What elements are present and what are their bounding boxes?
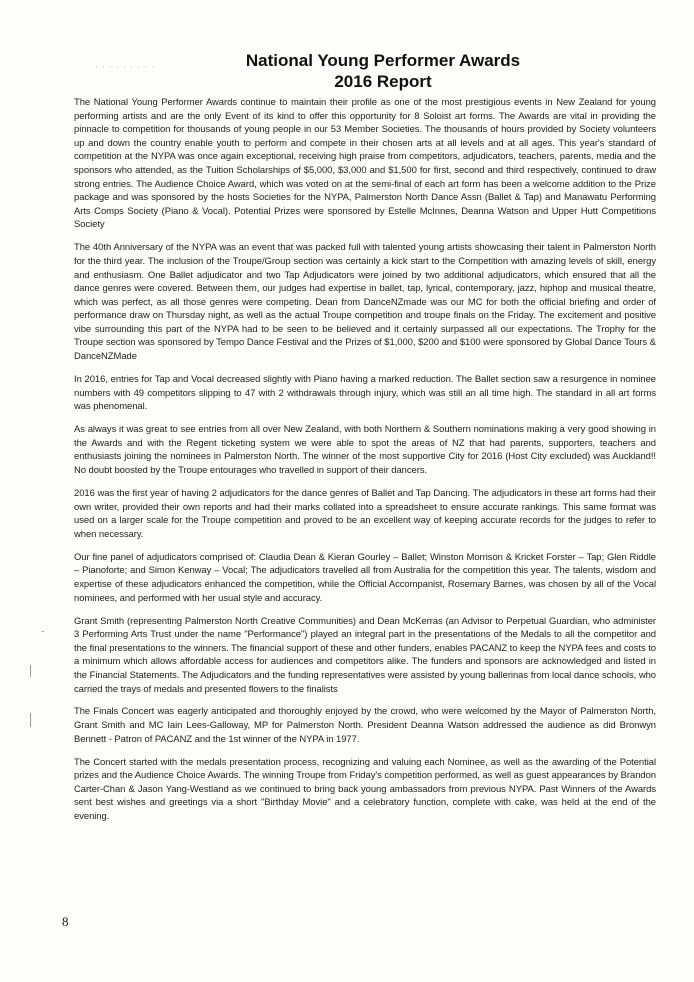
- paragraph-introduction: The National Young Performer Awards continue to maintain their profile as one of the most prestigious events in New Zealand for young performing artists and are the only Event of its kind to offer this opportunity for 8 Soloist art forms. The Awards are vital in providing the pinnacle to competition for thousands of young people in our 53 Member Societies. The thousands of hours provided by Society volunteers up and down the country enable youth to perform and compete in their chosen arts at all levels and at all ages. This year's standard of competition at the NYPA was once again exceptional, receiving high praise from competitors, adjudicators, teachers, parents, media and the sponsors who attended, as the Tuition Scholarships of $5,000, $3,000 and $1,500 for first, second and third respectively, continued to draw strong entries. The Audience Choice Award, which was voted on at the semi-final of each art form has been a welcome addition to the Prize package and was sponsored by the hosts Societies for the NYPA, Palmerston North Dance Assn (Ballet & Tap) and Manawatu Performing Arts Comps Society (Piano & Vocal). Potential Prizes were sponsored by Estelle McInnes, Deanna Watson and Upper Hutt Competitions Society: [74, 97, 656, 231]
- report-body: [74, 96, 656, 833]
- scan-margin-mark: [42, 631, 44, 632]
- report-subtitle: 2016 Report: [334, 72, 432, 91]
- paragraph-entries-by-region: As always it was great to see entries from all over New Zealand, with both Northern & Southern nominations making a very good showing in the Awards and with the Regent ticketing system we were able to spot the areas of NZ that had parents, supporters, teachers and enthusiasts joining the nominees in Palmerston North. The winner of the most supportive City for 2016 (Host City excluded) was Auckland!! No doubt boosted by the Troupe entourages who travelled in support of their dancers.: [74, 424, 656, 477]
- paragraph-entries: In 2016, entries for Tap and Vocal decreased slightly with Piano having a marked reduction. The Ballet section saw a resurgence in nominee numbers with 49 competitors slipping to 47 with 2 withdrawals through injury, which was still an all time high. The standard in all art forms was phenomenal.: [74, 374, 656, 413]
- scan-margin-mark: [30, 713, 31, 727]
- report-header: [0, 50, 694, 92]
- paragraph-funders: Grant Smith (representing Palmerston North Creative Communities) and Dean McKerras (an Advisor to Perpetual Guardian, who administer 3 Performing Arts Trust under the name "Performance") played an integral part in the presentations of the Medals to all the competitor and the final presentations to the winners. The financial support of these and other funders, enables PACANZ to keep the NYPA fees and costs to a minimum which allows affordable access for audiences and competitors alike. The funders and sponsors are acknowledged and listed in the Financial Statements. The Adjudicators and the funding representatives were assisted by young ballerinas from local dance schools, who carried the trays of medals and presented flowers to the finalists: [74, 615, 656, 695]
- paragraph-finals-concert: The Finals Concert was eagerly anticipated and thoroughly enjoyed by the crowd, who were welcomed by the Mayor of Palmerston North, Grant Smith and MC Iain Lees-Galloway, MP for Palmerston North. President Deanna Watson addressed the audience as did Bronwyn Bennett - Patron of PACANZ and the 1st winner of the NYPA in 1977.: [74, 706, 656, 745]
- page-number: 8: [62, 914, 69, 929]
- report-title: National Young Performer Awards: [245, 51, 521, 70]
- paragraph-adjudicator-panel: Our fine panel of adjudicators comprised of: Claudia Dean & Kieran Gourley – Ballet; Winston Morrison & Kricket Forster – Tap; Glen Riddle – Pianoforte; and Simon Kenway – Vocal; The adjudicators travelled all from Australia for the competition this year. The talents, wisdom and expertise of these adjudicators enhanced the competition, while the Official Accompanist, Rosemary Barnes, was chosen by all of the Vocal nominees, and performed with her usual style and accuracy.: [74, 551, 656, 604]
- paragraph-concert-program: The Concert started with the medals presentation process, recognizing and valuing each Nominee, as well as the awarding of the Potential prizes and the Audience Choice Awards. The winning Troupe from Friday's competition performed, as well as guest appearances by Brandon Carter-Chan & Jason Yang-Westland as we continued to bring back young ambassadors from previous NYPA. Past Winners of the Awards sent best wishes and greetings via a short "Birthday Movie" and a celebratory function, complete with cake, was held at the end of the evening.: [74, 756, 656, 823]
- scan-margin-mark: [30, 665, 31, 677]
- paragraph-40th-anniversary: The 40th Anniversary of the NYPA was an event that was packed full with talented young artists showcasing their talent in Palmerston North for the third year. The inclusion of the Troupe/Group section was certainly a kick start to the Competition with amazing levels of skill, energy and enthusiasm. One Ballet adjudicator and two Tap Adjudicators were joined by two additional adjudicators, which ensured that all the dance genres were covered. Between them, our judges had expertise in ballet, tap, lyrical, contemporary, jazz, hiphop and musical theatre, which was perfect, as all those genres were competing. Dean from DanceNZmade was our MC for both the official briefing and order of performance draw on Thursday night, as well as the actual Troupe competition and troupe finals on the Friday. The excitement and positive vibe surrounding this part of the NYPA had to be seen to be believed and it certainly surpassed all our expectations. The Trophy for the Troupe section was sponsored by Tempo Dance Festival and the Prizes of $1,000, $200 and $100 were sponsored by Global Dance Tours & DanceNZMade: [74, 242, 656, 363]
- paragraph-two-adjudicators: 2016 was the first year of having 2 adjudicators for the dance genres of Ballet and Tap Dancing. The adjudicators in these art forms had their own writer, provided their own reports and had their marks collated into a spreadsheet to ensure accurate rankings. This same format was used on a larger scale for the Troupe competition and proved to be an excellent way of keeping accurate records for the judges to refer to when necessary.: [74, 488, 656, 540]
